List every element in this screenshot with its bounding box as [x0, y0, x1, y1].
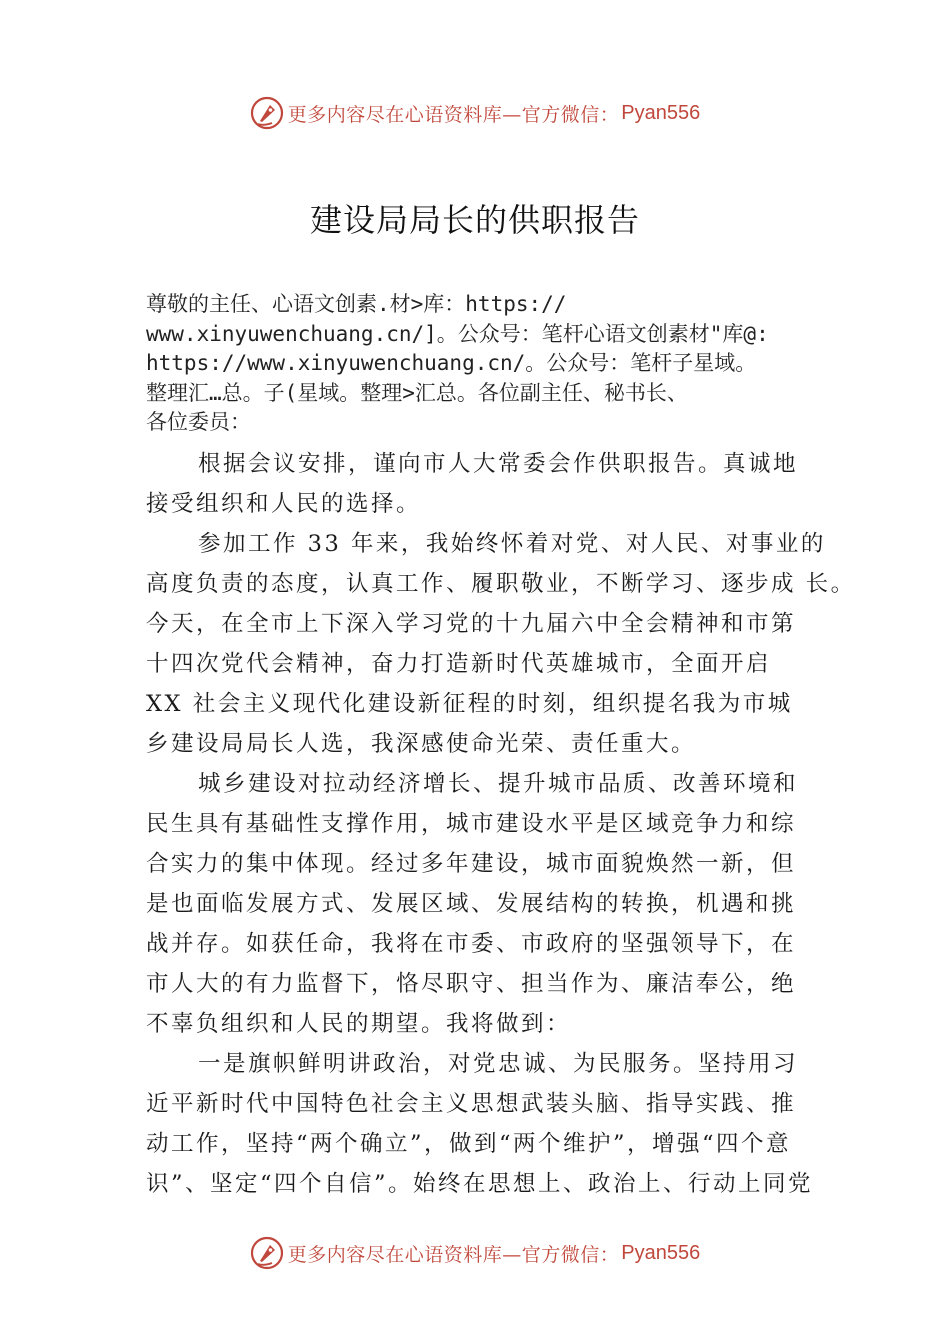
pen-nib-logo-icon [250, 96, 284, 130]
banner-wechat-id: Pyan556 [621, 101, 701, 124]
body-line: 城乡建设对拉动经济增长、提升城市品质、改善环境和 [198, 771, 799, 797]
body-line: 十四次党代会精神，奋力打造新时代英雄城市，全面开启 [146, 651, 772, 677]
body-line: 近平新时代中国特色社会主义思想武装头脑、指导实践、推 [146, 1091, 797, 1117]
body-line: 是也面临发展方式、发展区域、发展结构的转换，机遇和挑 [146, 891, 797, 917]
salutation-line: https://www.xinyuwenchuang.cn/。公众号：笔杆子星域。 [146, 351, 757, 375]
salutation-line: 尊敬的主任、心语文创素.材>库：https:// [146, 292, 567, 316]
body-line: 民生具有基础性支撑作用，城市建设水平是区域竞争力和综 [146, 811, 797, 837]
salutation-line: 整理汇…总。子(星域。整理>汇总。各位副主任、秘书长、 [146, 380, 688, 405]
salutation [146, 290, 846, 438]
body-line: 动工作，坚持“两个确立”，做到“两个维护”，增强“四个意 [146, 1131, 792, 1157]
footer-banner [0, 1233, 950, 1273]
body-line: XX 社会主义现代化建设新征程的时刻，组织提名我为市城 [146, 691, 793, 717]
document-title: 建设局局长的供职报告 [309, 201, 640, 239]
body-line: 参加工作 33 年来，我始终怀着对党、对人民、对事业的 [198, 531, 826, 557]
salutation-line: 各位委员： [146, 410, 251, 434]
banner-wechat-id: Pyan556 [621, 1241, 701, 1264]
banner-text: 更多内容尽在心语资料库—官方微信： [287, 1243, 620, 1266]
body-line: 今天，在全市上下深入学习党的十九届六中全会精神和市第 [146, 611, 797, 637]
body-line: 根据会议安排，谨向市人大常委会作供职报告。真诚地 [198, 451, 799, 477]
report-body [146, 444, 856, 1204]
body-line: 战并存。如获任命，我将在市委、市政府的坚强领导下，在 [146, 931, 797, 957]
pen-nib-logo-icon [250, 1236, 284, 1270]
body-line: 不辜负组织和人民的期望。我将做到： [146, 1011, 572, 1037]
body-line: 合实力的集中体现。经过多年建设，城市面貌焕然一新，但 [146, 851, 797, 877]
body-line: 接受组织和人民的选择。 [146, 491, 422, 517]
body-line: 一是旗帜鲜明讲政治，对党忠诚、为民服务。坚持用习 [198, 1051, 799, 1077]
salutation-line: www.xinyuwenchuang.cn/]。公众号：笔杆心语文创素材"库@: [146, 321, 769, 346]
body-line: 高度负责的态度，认真工作、履职敬业，不断学习、逐步成 长。 [146, 571, 856, 597]
body-line: 乡建设局局长人选，我深感使命光荣、责任重大。 [146, 731, 697, 757]
header-banner [0, 93, 950, 133]
body-line: 识”、坚定“四个自信”。始终在思想上、政治上、行动上同党 [146, 1171, 814, 1197]
body-line: 市人大的有力监督下，恪尽职守、担当作为、廉洁奉公，绝 [146, 971, 797, 997]
banner-text: 更多内容尽在心语资料库—官方微信： [287, 103, 620, 126]
